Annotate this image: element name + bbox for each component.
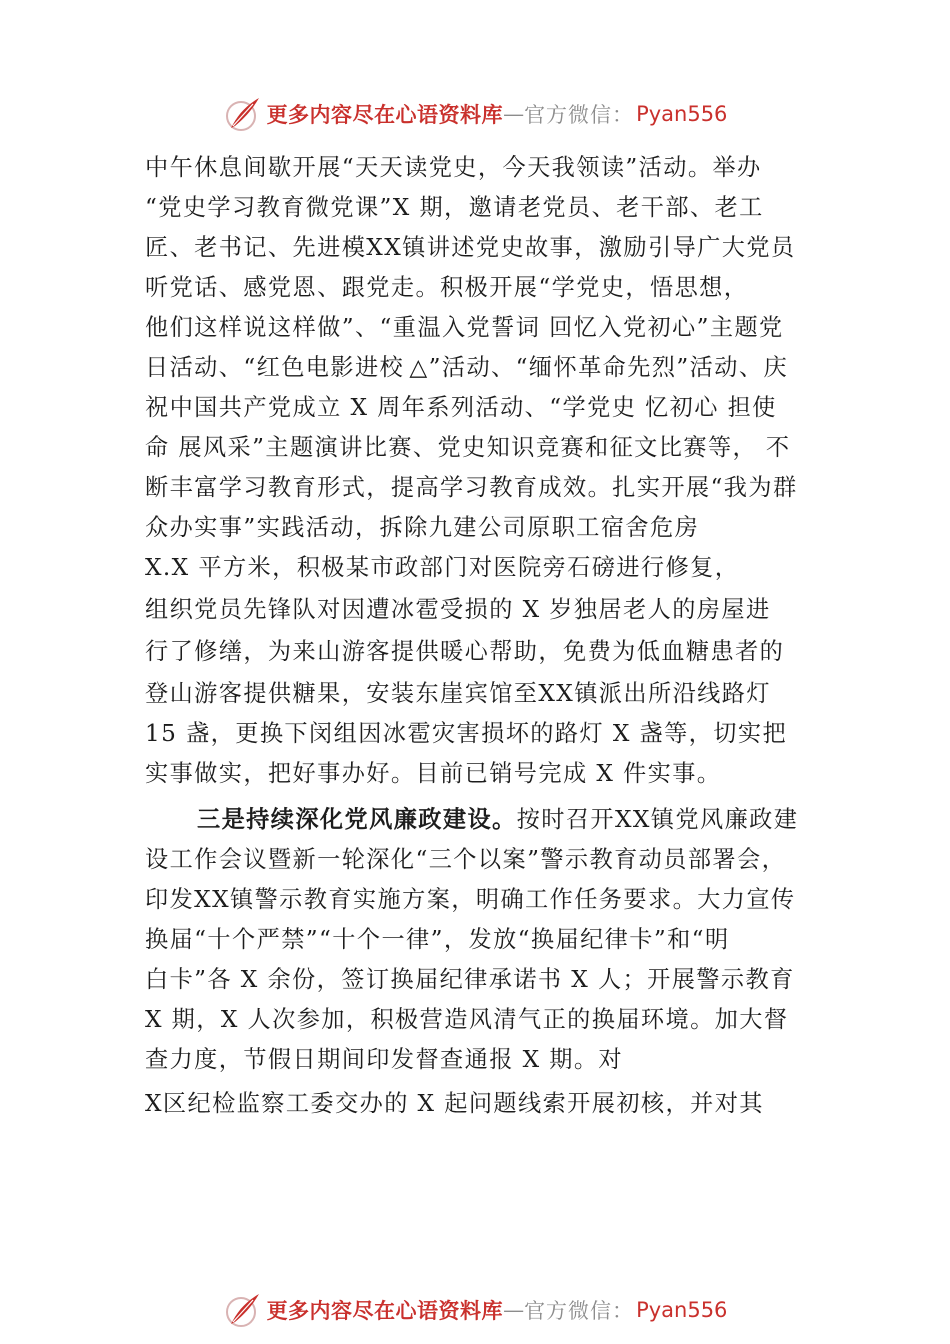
paragraph-line: 中午休息间歇开展“天天读党史，今天我领读”活动。举办 <box>145 154 762 181</box>
paragraph-line: X.X 平方米，积极某市政部门对医院旁石磅进行修复， <box>145 554 740 581</box>
paragraph-line: 他们这样说这样做”、“重温入党誓词 回忆入党初心”主题党 <box>145 314 784 341</box>
paragraph-line: 听党话、感党恩、跟党走。积极开展“学党史，悟思想， <box>145 274 749 301</box>
watermark-wechat-id: Pyan556 <box>636 1298 728 1322</box>
paragraph-line: X区纪检监察工委交办的 X 起问题线索开展初核，并对其 <box>145 1090 764 1117</box>
paragraph-line: 行了修缮，为来山游客提供暖心帮助，免费为低血糖患者的 <box>145 638 785 665</box>
paragraph-line: 命 展风采”主题演讲比赛、党史知识竞赛和征文比赛等， 不 <box>145 434 791 461</box>
watermark-separator: — <box>503 1298 525 1322</box>
paragraph-heading: 三是持续深化党风廉政建设。 <box>197 806 517 833</box>
paragraph-first-line <box>197 800 798 840</box>
paragraph-line: 查力度，节假日期间印发督查通报 X 期。对 <box>145 1046 624 1073</box>
paragraph-line: 组织党员先锋队对因遭冰雹受损的 X 岁独居老人的房屋进 <box>145 596 771 623</box>
paragraph-line: 换届“十个严禁”“十个一律”，发放“换届纪律卡”和“明 <box>145 926 730 953</box>
paragraph-text: 按时召开XX镇党风廉政建 <box>516 806 799 833</box>
footer-watermark <box>0 1288 950 1332</box>
feather-quill-logo-icon <box>223 1290 263 1330</box>
paragraph-line: 匠、老书记、先进模XX镇讲述党史故事，激励引导广大党员 <box>145 234 796 261</box>
paragraph-line: 断丰富学习教育形式，提高学习教育成效。扎实开展“我为群 <box>145 474 798 501</box>
paragraph-line: 设工作会议暨新一轮深化“三个以案”警示教育动员部署会， <box>145 846 787 873</box>
watermark-wechat-label: 官方微信： <box>524 103 635 127</box>
watermark-separator: — <box>503 102 525 126</box>
paragraph-line: 登山游客提供糖果，安装东崖宾馆至XX镇派出所沿线路灯 <box>145 680 771 707</box>
paragraph-line: 实事做实，把好事办好。目前已销号完成 X 件实事。 <box>145 760 722 787</box>
paragraph-line: 众办实事”实践活动，拆除九建公司原职工宿舍危房 <box>145 514 700 541</box>
watermark-wechat-label: 官方微信： <box>524 1299 635 1323</box>
paragraph-line: 白卡”各 X 余份，签订换届纪律承诺书 X 人；开展警示教育 <box>145 966 795 993</box>
watermark-wechat-id: Pyan556 <box>636 102 728 126</box>
watermark-main-text: 更多内容尽在心语资料库 <box>266 1298 504 1323</box>
paragraph-line: 祝中国共产党成立 X 周年系列活动、“学党史 忆初心 担使 <box>145 394 777 421</box>
paragraph-line: “党史学习教育微党课”X 期，邀请老党员、老干部、老工 <box>145 194 764 221</box>
paragraph-line: 日活动、“红色电影进校 △”活动、“缅怀革命先烈”活动、庆 <box>145 354 789 381</box>
paragraph-line: 15 盏，更换下闵组因冰雹灾害损坏的路灯 X 盏等，切实把 <box>145 720 788 747</box>
watermark-main-text: 更多内容尽在心语资料库 <box>266 102 504 127</box>
header-watermark <box>0 92 950 136</box>
paragraph-line: 印发XX镇警示教育实施方案，明确工作任务要求。大力宣传 <box>145 886 796 913</box>
feather-quill-logo-icon <box>223 94 263 134</box>
paragraph-line: X 期，X 人次参加，积极营造风清气正的换届环境。加大督 <box>145 1006 789 1033</box>
